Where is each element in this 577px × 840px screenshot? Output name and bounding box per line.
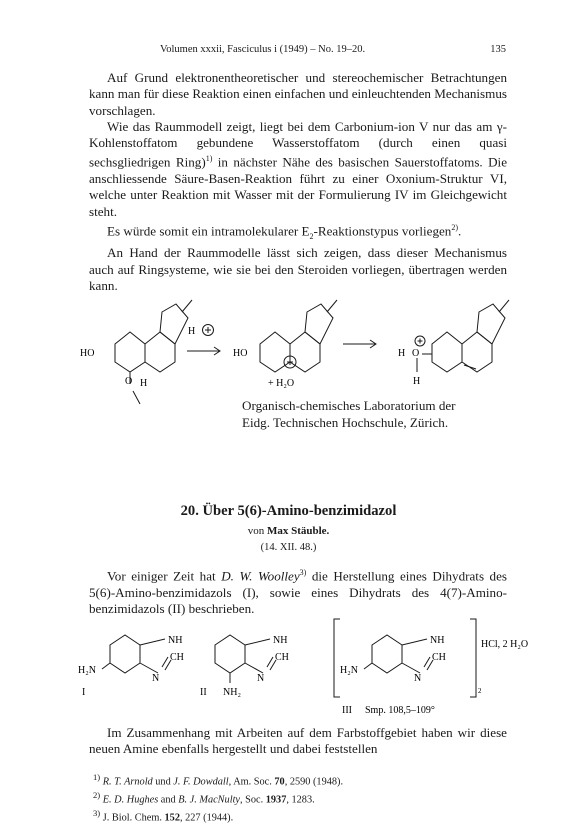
- label-n-I: N: [152, 673, 160, 684]
- label-ch-II: CH: [275, 652, 289, 663]
- footnote-ref: 2): [451, 223, 459, 233]
- label-ho-left: HO: [80, 348, 95, 359]
- label-o-right: O: [412, 348, 420, 359]
- footnote: $^{3)}$ J. Biol. Chem. 152, 227 (1944).: [93, 808, 234, 824]
- page-number: 135: [490, 44, 506, 55]
- article-date: (14. XII. 48.): [260, 542, 317, 553]
- label-h2n-I: H₂N: [78, 665, 96, 676]
- structure-scheme-2: [60, 615, 529, 720]
- label-ch-III: CH: [432, 652, 446, 663]
- label-n-III: N: [414, 673, 422, 684]
- label-nh-I: NH: [168, 635, 183, 646]
- label-nh2-II: NH₂: [223, 687, 241, 698]
- article-title: 20. Über 5(6)-Amino-benzimidazol: [180, 503, 397, 519]
- ring: [115, 332, 145, 372]
- label-h-plus: H: [188, 326, 196, 337]
- text-block-intro: [89, 565, 507, 617]
- paragraph: Vor einiger Zeit hat D. W. Woolley$^{3)}$ die Herstellung eines Dihydrats des 5(6)-Amino-benzimidazols (I), sowie eines Dihydrats des 4(7)-Amino-benzimidazols (II) beschrieben.: [89, 568, 508, 616]
- reaction-scheme-1: [60, 296, 520, 396]
- label-melting-point: Smp. 108,5–109°: [365, 705, 435, 716]
- footnote: $^{1)}$ R. T. Arnold und J. F. Dowdall, Am. Soc. 70, 2590 (1948).: [93, 772, 344, 788]
- running-title: Volumen xxxii, Fasciculus i (1949) – No. 19–20.: [160, 44, 366, 55]
- paragraph: Wie das Raummodell zeigt, liegt bei dem Carbonium-ion V nur das am γ-Kohlenstoffatom gebundene Wasserstoffatom (durch einen quasi sechsgliedrigen Ring)$^{1)}$ in nächster Nähe des basischen Sauerstoffatoms. Die anschliessende Säure-Basen-Reaktion führt zu einer Oxonium-Struktur VI, welche unter Reaktion mit Wasser mit der Formulierung IV im Gleichgewicht steht.: [89, 118, 507, 219]
- label-h-left: H: [140, 378, 148, 389]
- label-hcl: HCl, 2 H₂O: [481, 639, 529, 650]
- label-I: I: [82, 687, 86, 698]
- paragraph: Auf Grund elektronentheoretischer und stereochemischer Betrachtungen kann man für diese Reaktion einen einfachen und einleuchtenden Mechanismus vorschlagen.: [89, 70, 507, 118]
- label-h2n-III: H₂N: [340, 665, 358, 676]
- label-nh-III: NH: [430, 635, 445, 646]
- footnote: $^{2)}$ E. D. Hughes and B. J. MacNulty, Soc. 1937, 1283.: [93, 790, 315, 806]
- label-n-II: N: [257, 673, 265, 684]
- label-ch-I: CH: [170, 652, 184, 663]
- text-block-mechanism: [89, 70, 507, 294]
- label-h-right: H: [398, 348, 406, 359]
- label-III: III: [342, 705, 352, 716]
- label-nh-II: NH: [273, 635, 288, 646]
- label-h-right-bottom: H: [413, 376, 421, 387]
- footnote-ref: 3): [299, 568, 307, 577]
- text-block-context: [89, 725, 507, 758]
- paragraph: Im Zusammenhang mit Arbeiten auf dem Farbstoffgebiet haben wir diese neuen Amine ebenfalls hergestellt und dabei feststellen: [89, 725, 507, 757]
- label-subscript-2: 2: [478, 687, 482, 695]
- ring: [145, 332, 175, 372]
- footnote-ref: 1): [205, 154, 213, 164]
- label-water: + H₂O: [268, 378, 295, 389]
- laboratory-signature: Organisch-chemisches Laboratorium der Eidg. Technischen Hochschule, Zürich.: [242, 398, 456, 430]
- paragraph: Es würde somit ein intramolekularer $E_2$-Reaktionstypus vorliegen$^{2)}$.: [107, 223, 462, 241]
- label-II: II: [200, 687, 207, 698]
- label-ho-middle: HO: [233, 348, 248, 359]
- article-author: von Max Stäuble.: [247, 525, 330, 537]
- label-o-left: O: [125, 376, 133, 387]
- footnotes: [93, 771, 513, 826]
- paragraph: An Hand der Raummodelle lässt sich zeigen, dass dieser Mechanismus auch auf Ringsysteme, wie sie bei den Steroiden vorliegen, übertragen werden kann.: [89, 245, 507, 293]
